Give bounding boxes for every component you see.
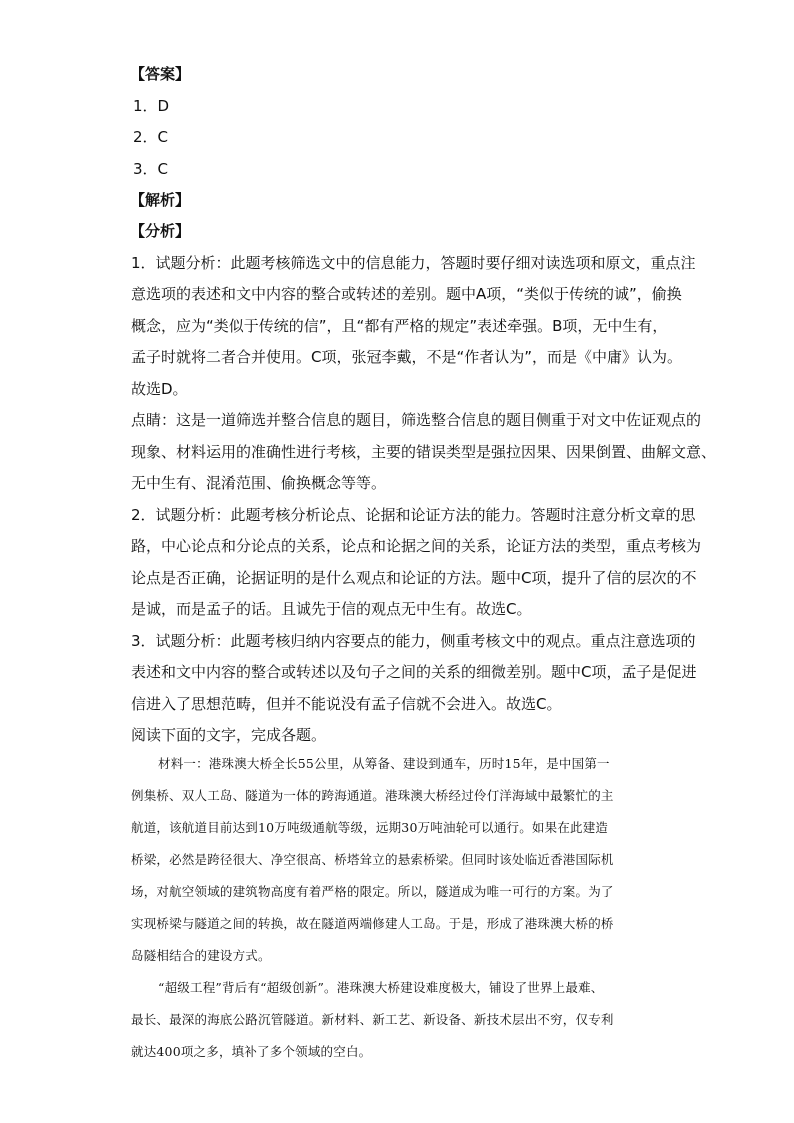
analysis-line: 无中生有、混淆范围、偷换概念等等。 (131, 474, 387, 492)
material-line: 最长、最深的海底公路沉管隧道。新材料、新工艺、新设备、新技术层出不穷，仅专利 (131, 1012, 614, 1027)
material-line: 航道，该航道目前达到10万吨级通航等级，远期30万吨油轮可以通行。如果在此建造 (131, 820, 609, 835)
analysis-line: 现象、材料运用的准确性进行考核，主要的错误类型是强拉因果、因果倒置、曲解文意、 (131, 443, 717, 461)
analysis-line: 意选项的表述和文中内容的整合或转述的差别。题中A项，“类似于传统的诚”，偷换 (131, 285, 682, 303)
material-line: 就达400项之多，填补了多个领域的空白。 (131, 1044, 372, 1059)
analysis-line: 表述和文中内容的整合或转述以及句子之间的关系的细微差别。题中C项，孟子是促进 (131, 663, 697, 681)
answer-item-1: 1．D (133, 97, 170, 115)
answer-item-3: 3．C (133, 160, 169, 178)
analysis-line: 论点是否正确，论据证明的是什么观点和论证的方法。题中C项，提升了信的层次的不 (131, 569, 697, 587)
analysis-line: 信进入了思想范畴，但并不能说没有孟子信就不会进入。故选C。 (131, 695, 562, 713)
material-line: 材料一：港珠澳大桥全长55公里，从筹备、建设到通车，历时15年，是中国第一 (158, 756, 610, 771)
analysis-line: 概念，应为“类似于传统的信”，且“都有严格的规定”表述牵强。B项，无中生有， (131, 317, 668, 335)
material-line: 场，对航空领域的建筑物高度有着严格的限定。所以，隧道成为唯一可行的方案。为了 (131, 884, 614, 899)
reading-instruction: 阅读下面的文字，完成各题。 (131, 726, 327, 744)
analysis-line: 孟子时就将二者合并使用。C项，张冠李戴，不是“作者认为”，而是《中庸》认为。 (131, 348, 683, 366)
analysis-subheading: 【分析】 (130, 222, 191, 240)
material-line: 实现桥梁与隧道之间的转换，故在隧道两端修建人工岛。于是，形成了港珠澳大桥的桥 (131, 916, 614, 931)
analysis-line: 故选D。 (131, 380, 188, 398)
analysis-line: 点睛：这是一道筛选并整合信息的题目，筛选整合信息的题目侧重于对文中佐证观点的 (131, 411, 702, 429)
answer-heading: 【答案】 (130, 65, 191, 83)
analysis-line: 3．试题分析：此题考核归纳内容要点的能力，侧重考核文中的观点。重点注意选项的 (131, 632, 696, 650)
analysis-line: 1．试题分析：此题考核筛选文中的信息能力，答题时要仔细对读选项和原文，重点注 (131, 254, 696, 272)
material-line: 桥梁，必然是跨径很大、净空很高、桥塔耸立的悬索桥梁。但同时该处临近香港国际机 (131, 852, 614, 867)
analysis-line: 是诚，而是孟子的话。且诚先于信的观点无中生有。故选C。 (131, 600, 532, 618)
material-line: 例集桥、双人工岛、隧道为一体的跨海通道。港珠澳大桥经过伶仃洋海域中最繁忙的主 (131, 788, 614, 803)
analysis-line: 路，中心论点和分论点的关系，论点和论据之间的关系，论证方法的类型，重点考核为 (131, 537, 702, 555)
material-line: “超级工程”背后有“超级创新”。港珠澳大桥建设难度极大，铺设了世界上最难、 (158, 980, 604, 995)
analysis-heading: 【解析】 (130, 191, 191, 209)
analysis-line: 2．试题分析：此题考核分析论点、论据和论证方法的能力。答题时注意分析文章的思 (131, 506, 696, 524)
answer-item-2: 2．C (133, 128, 169, 146)
material-line: 岛隧相结合的建设方式。 (131, 948, 271, 963)
